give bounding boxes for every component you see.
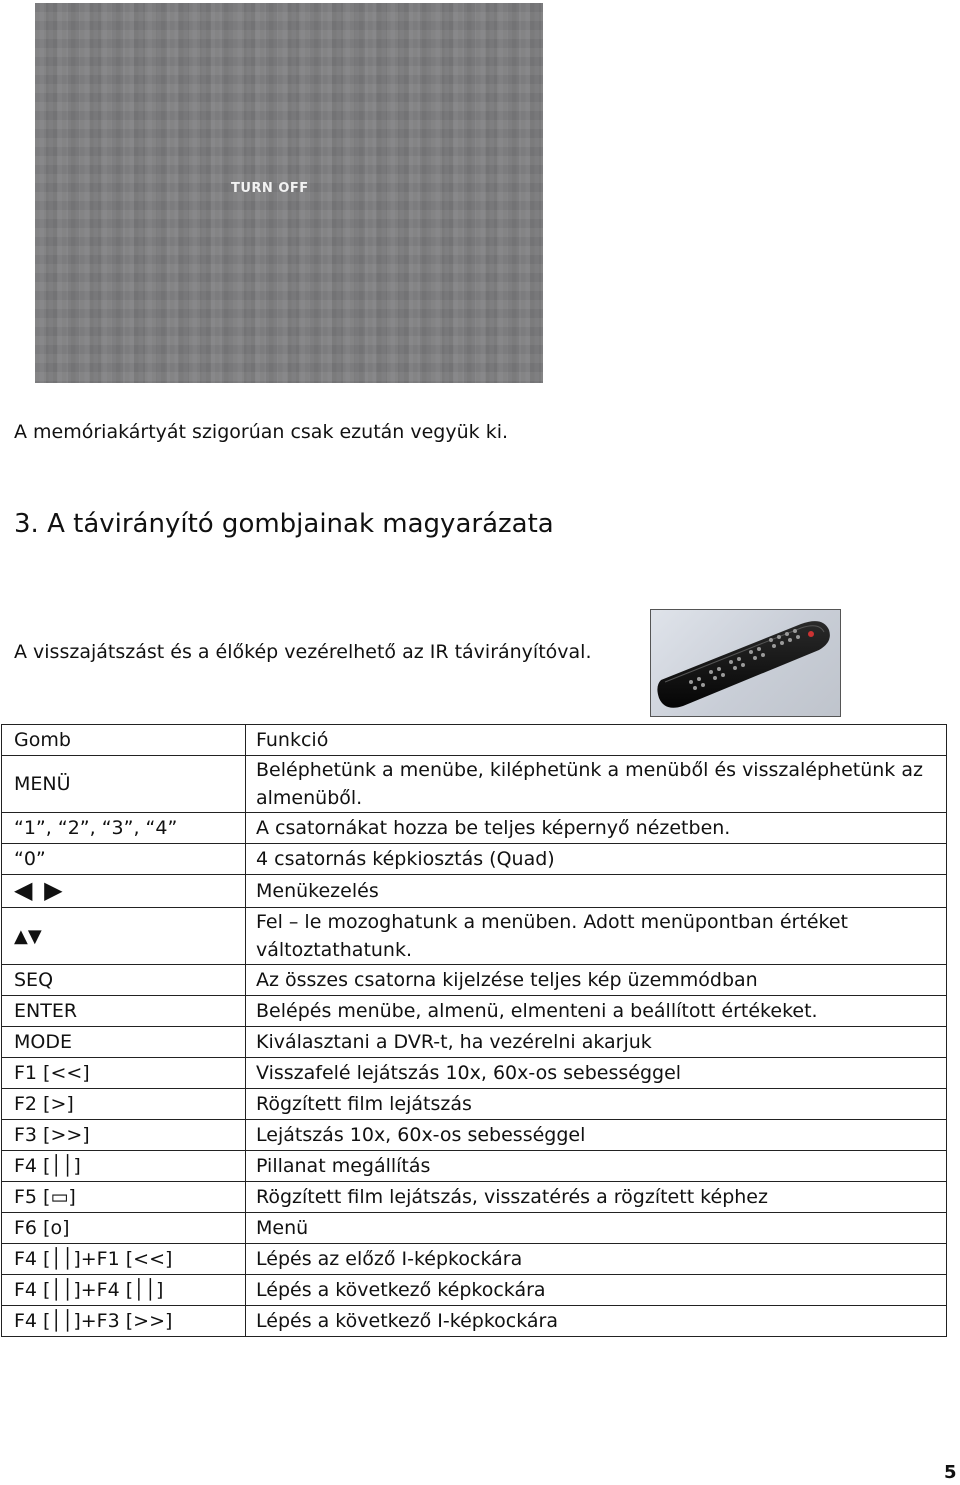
table-row: [2, 1244, 947, 1275]
key-cell: F4 [││]+F4 [││]: [2, 1275, 246, 1306]
up-down-arrows-icon: ▲▼: [14, 925, 42, 947]
function-cell: Pillanat megállítás: [246, 1151, 947, 1182]
function-cell: Kiválasztani a DVR-t, ha vezérelni akarjuk: [246, 1027, 947, 1058]
function-cell: Lépés a következő képkockára: [246, 1275, 947, 1306]
key-cell: F4 [││]+F1 [<<]: [2, 1244, 246, 1275]
table-row: [2, 1213, 947, 1244]
function-cell: Beléphetünk a menübe, kiléphetünk a menüből és visszaléphetünk az almenüből.: [246, 756, 947, 813]
key-cell: F4 [││]+F3 [>>]: [2, 1306, 246, 1337]
table-row: [2, 1120, 947, 1151]
key-cell: MODE: [2, 1027, 246, 1058]
key-cell: MENÜ: [2, 756, 246, 813]
remote-control-icon: [651, 610, 841, 717]
turn-off-message: TURN OFF: [231, 181, 309, 196]
table-row: [2, 756, 947, 813]
function-cell: A csatornákat hozza be teljes képernyő nézetben.: [246, 813, 947, 844]
page-number: 5: [944, 1462, 957, 1483]
table-row: [2, 1182, 947, 1213]
key-cell: SEQ: [2, 965, 246, 996]
table-row: [2, 1306, 947, 1337]
key-cell: [2, 908, 246, 965]
table-row: [2, 1027, 947, 1058]
function-cell: Fel – le mozoghatunk a menüben. Adott menüpontban értéket változtathatunk.: [246, 908, 947, 965]
table-row: [2, 1151, 947, 1182]
remote-keys-table: [1, 724, 947, 1337]
section-heading: 3. A távirányító gombjainak magyarázata: [14, 509, 554, 539]
table-row: [2, 844, 947, 875]
function-cell: Rögzített film lejátszás, visszatérés a rögzített képhez: [246, 1182, 947, 1213]
remote-control-photo: [650, 609, 841, 717]
table-header-row: [2, 725, 947, 756]
function-cell: Belépés menübe, almenü, elmenteni a beállított értékeket.: [246, 996, 947, 1027]
table-row: [2, 1275, 947, 1306]
table-row: [2, 996, 947, 1027]
header-function: Funkció: [246, 725, 947, 756]
function-cell: Rögzített film lejátszás: [246, 1089, 947, 1120]
function-cell: Menü: [246, 1213, 947, 1244]
table-row: [2, 1089, 947, 1120]
key-cell: F4 [││]: [2, 1151, 246, 1182]
table-row: [2, 1058, 947, 1089]
key-cell: F5 [▭]: [2, 1182, 246, 1213]
key-cell: F3 [>>]: [2, 1120, 246, 1151]
function-cell: Lépés a következő I-képkockára: [246, 1306, 947, 1337]
function-cell: 4 csatornás képkiosztás (Quad): [246, 844, 947, 875]
function-cell: Az összes csatorna kijelzése teljes kép üzemmódban: [246, 965, 947, 996]
key-cell: ENTER: [2, 996, 246, 1027]
key-cell: F2 [>]: [2, 1089, 246, 1120]
key-cell: [2, 875, 246, 908]
key-cell: “0”: [2, 844, 246, 875]
table-row: [2, 813, 947, 844]
dvr-screenshot: [35, 3, 543, 383]
function-cell: Visszafelé lejátszás 10x, 60x-os sebességgel: [246, 1058, 947, 1089]
key-cell: F6 [o]: [2, 1213, 246, 1244]
table-row: [2, 908, 947, 965]
left-right-arrows-icon: ◀ ▶: [14, 876, 65, 904]
key-cell: F1 [<<]: [2, 1058, 246, 1089]
function-cell: Lépés az előző I-képkockára: [246, 1244, 947, 1275]
table-row: [2, 875, 947, 908]
function-cell: Lejátszás 10x, 60x-os sebességgel: [246, 1120, 947, 1151]
memory-card-note: A memóriakártyát szigorúan csak ezután vegyük ki.: [14, 421, 509, 443]
table-row: [2, 965, 947, 996]
function-cell: Menükezelés: [246, 875, 947, 908]
header-key: Gomb: [2, 725, 246, 756]
key-cell: “1”, “2”, “3”, “4”: [2, 813, 246, 844]
intro-paragraph: A visszajátszást és a élőkép vezérelhető az IR távirányítóval.: [14, 641, 592, 663]
